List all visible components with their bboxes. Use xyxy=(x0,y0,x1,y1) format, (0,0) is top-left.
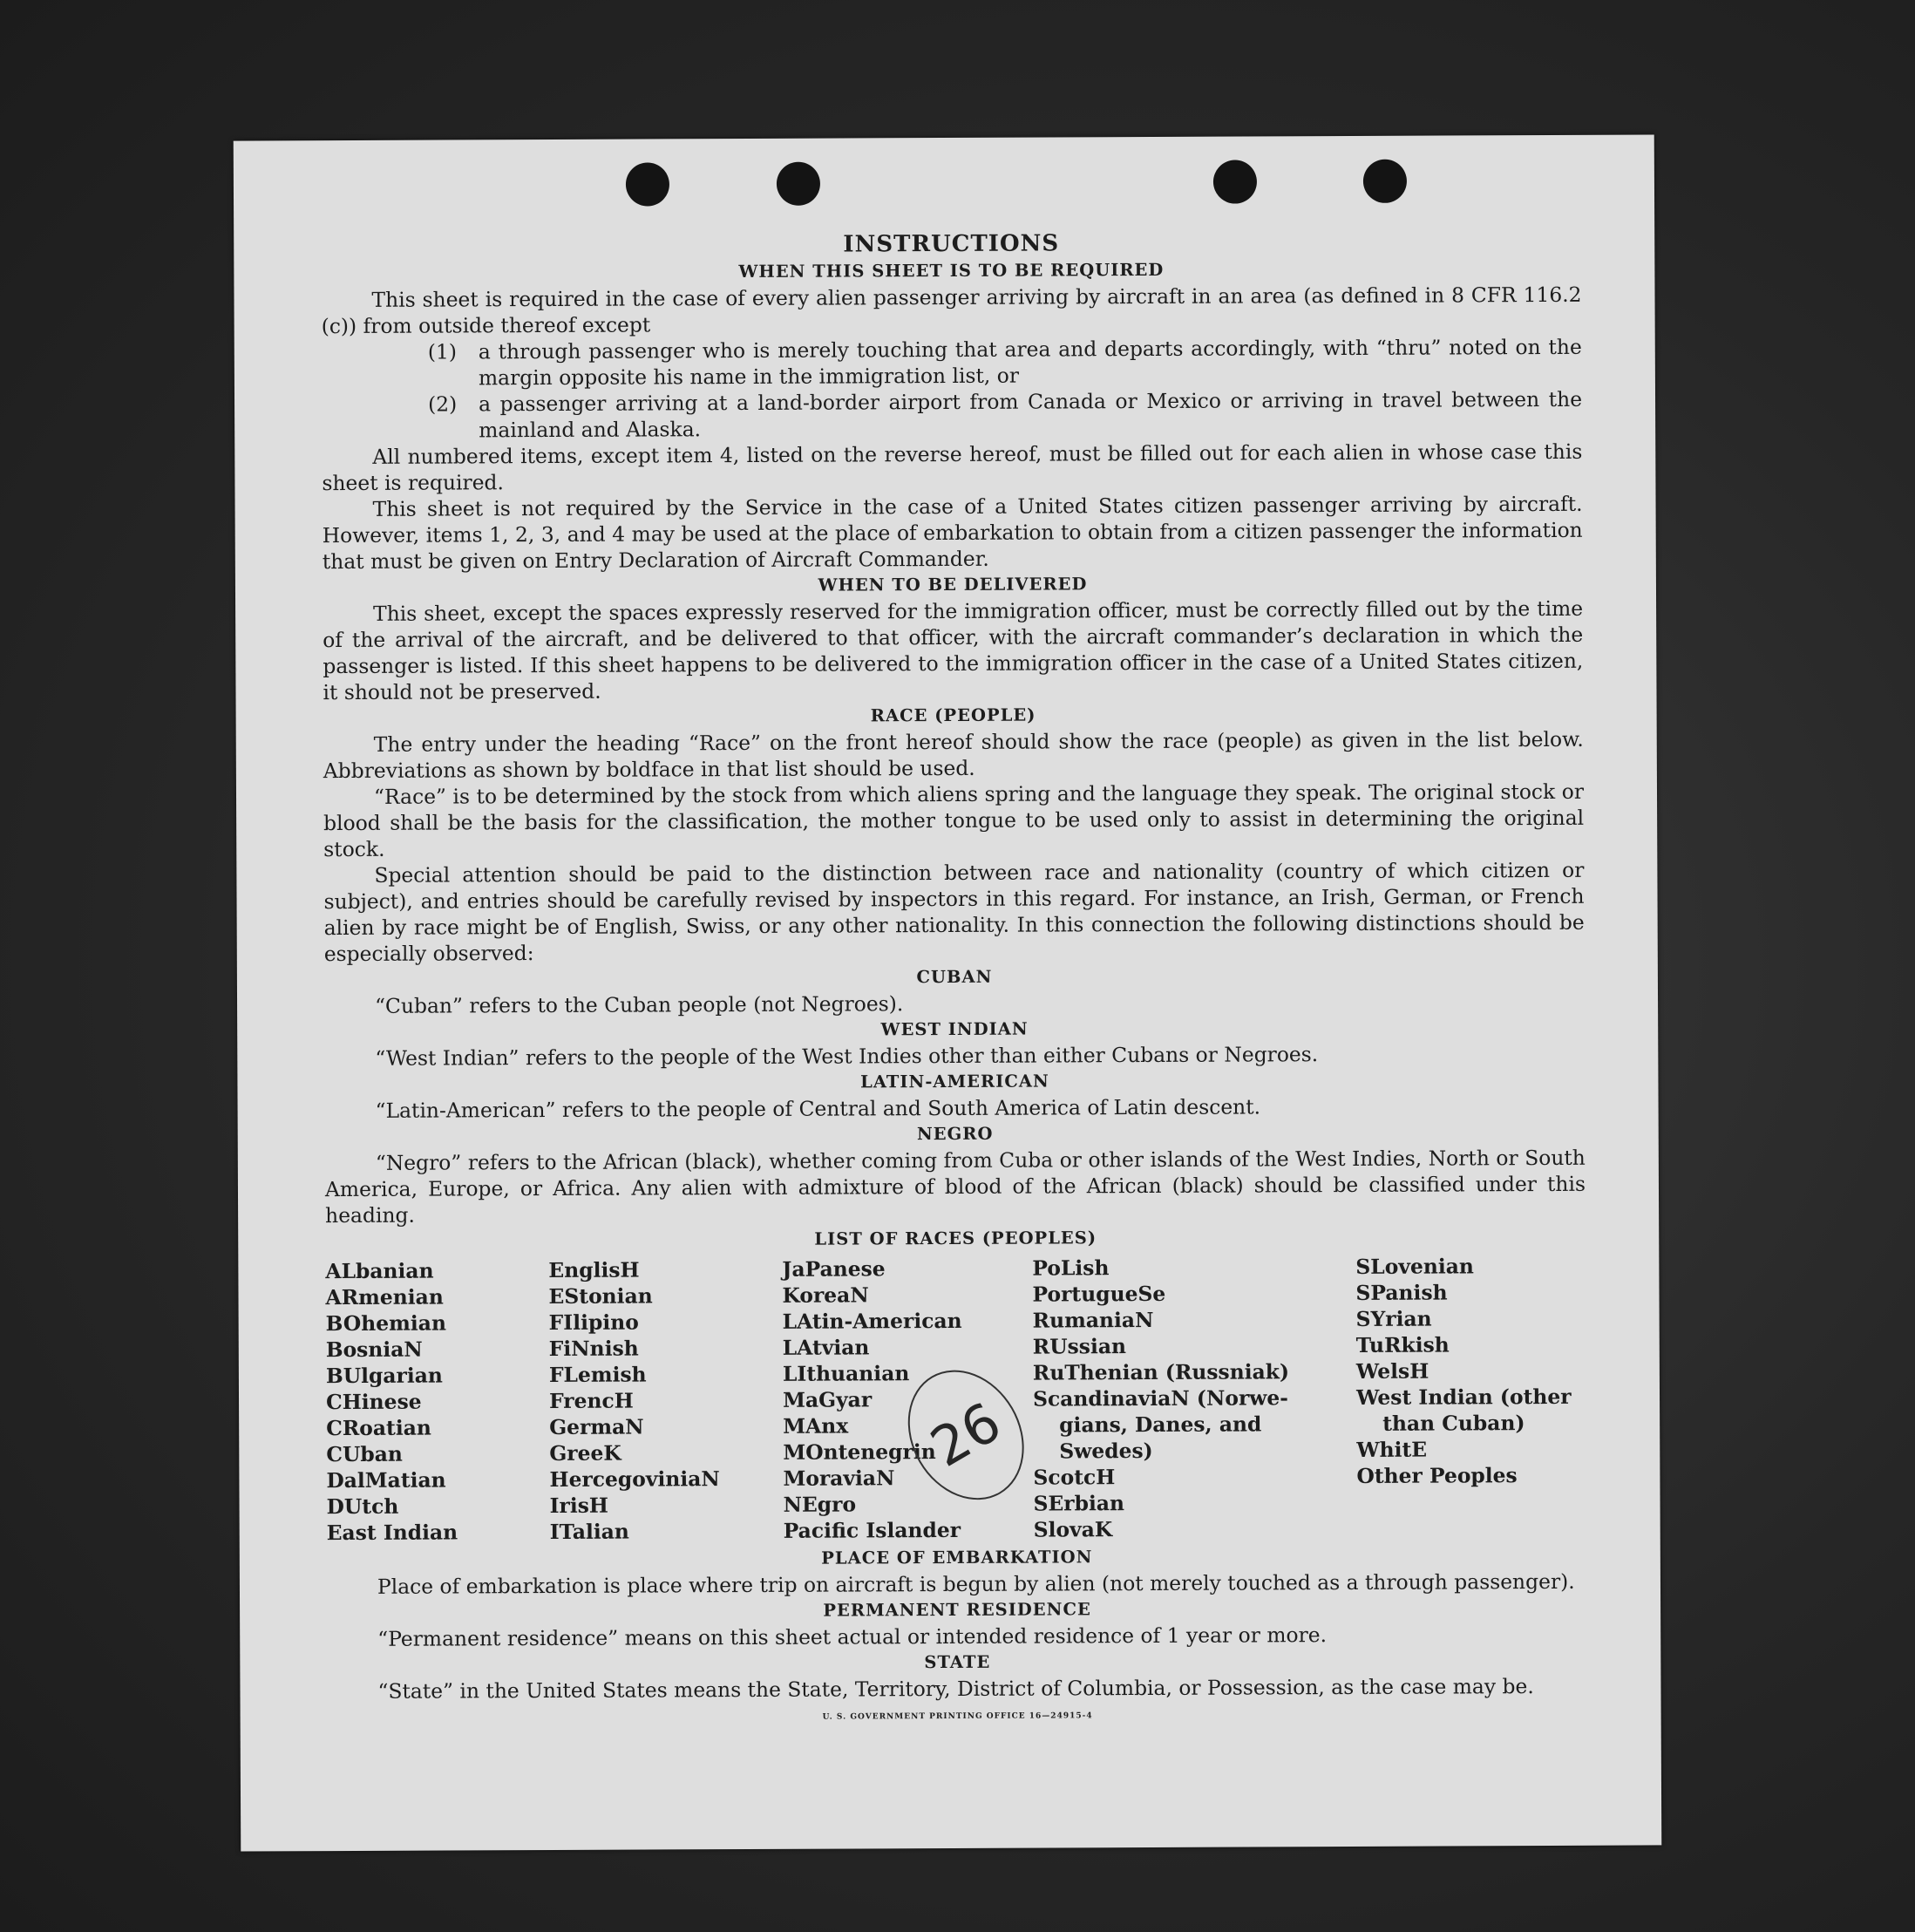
document-page xyxy=(234,134,1662,1851)
race-entry: West Indian (other xyxy=(1355,1384,1572,1410)
race-entry: LAtin-American xyxy=(782,1308,962,1334)
paragraph: “Latin-American” refers to the people of Central and South America of Latin descent. xyxy=(375,1094,1261,1123)
race-entry: SlovaK xyxy=(1033,1517,1113,1542)
race-entry: BosniaN xyxy=(325,1337,423,1363)
race-entry: FrencH xyxy=(548,1388,634,1413)
list-number: (2) xyxy=(427,391,458,417)
heading-when-delivered: WHEN TO BE DELIVERED xyxy=(818,574,1088,595)
race-entry: WelsH xyxy=(1355,1358,1429,1384)
race-entry: TuRkish xyxy=(1355,1332,1450,1357)
race-entry: GreeK xyxy=(549,1440,621,1466)
race-entry-continued: gians, Danes, and xyxy=(1059,1412,1262,1438)
paragraph: “West Indian” refers to the people of the West Indies other than either Cubans or Negroes. xyxy=(375,1042,1319,1071)
list-text: a through passenger who is merely touching that area and departs accordingly, with “thru” noted on the margin opposite his name in the immigration list, or xyxy=(478,334,1582,391)
paragraph: “Negro” refers to the African (black), whether coming from Cuba or other islands of the West Indies, North or South America, Europe, or Africa. Any alien with admixture of blood of the African (black) should be classified under this heading. xyxy=(324,1145,1586,1228)
race-entry: EnglisH xyxy=(548,1257,640,1282)
instructions-content xyxy=(321,228,1587,1725)
printer-imprint: U. S. GOVERNMENT PRINTING OFFICE 16—24915-4 xyxy=(822,1711,1093,1722)
paragraph: “Cuban” refers to the Cuban people (not Negroes). xyxy=(374,991,904,1018)
race-entry: MoraviaN xyxy=(783,1466,895,1491)
paragraph: All numbered items, except item 4, listed on the reverse hereof, must be filled out for each alien in whose case this sheet is required. xyxy=(322,439,1583,496)
race-entry: WhitE xyxy=(1356,1437,1428,1462)
race-entry: EStonian xyxy=(548,1283,653,1309)
race-entry: KoreaN xyxy=(782,1282,869,1308)
race-entry: East Indian xyxy=(326,1520,458,1546)
paragraph: This sheet, except the spaces expressly reserved for the immigration officer, must be correctly filled out by the time of the arrival of the aircraft, and be delivered to that officer, with the aircraft commander’s declaration in which the passenger is listed. If this sheet happens to be delivered to the immigration officer in the case of a United States citizen, it should not be preserved. xyxy=(323,595,1584,705)
heading-negro: NEGRO xyxy=(916,1123,994,1145)
list-number: (1) xyxy=(427,339,457,364)
races-column-2 xyxy=(548,1256,783,1545)
race-entry: CUban xyxy=(326,1441,403,1467)
race-entry: DalMatian xyxy=(326,1467,446,1493)
punch-hole-4 xyxy=(1363,160,1407,203)
race-entry: CRoatian xyxy=(326,1415,431,1441)
race-entry: GermaN xyxy=(549,1414,644,1439)
race-entry: MaGyar xyxy=(782,1387,873,1412)
race-entry: LIthuanian xyxy=(782,1361,910,1386)
paragraph: This sheet is required in the case of every alien passenger arriving by aircraft in an area (as defined in 8 CFR 116.2 (c)) from outside thereof except xyxy=(321,282,1582,339)
race-entry: FIlipino xyxy=(548,1310,639,1335)
race-entry: RumaniaN xyxy=(1032,1307,1154,1333)
heading-race: RACE (PEOPLE) xyxy=(870,704,1036,726)
race-entry: IrisH xyxy=(549,1493,609,1518)
race-entry: PortugueSe xyxy=(1032,1281,1166,1307)
race-entry: DUtch xyxy=(326,1493,399,1520)
races-column-5 xyxy=(1355,1253,1586,1541)
races-column-1 xyxy=(325,1257,549,1546)
race-entry: ALbanian xyxy=(325,1258,434,1284)
list-item xyxy=(428,334,1582,391)
list-item xyxy=(428,386,1582,444)
race-entry: SPanish xyxy=(1355,1280,1448,1305)
race-entry: ScandinaviaN (Norwe- xyxy=(1032,1385,1289,1412)
page-title: INSTRUCTIONS xyxy=(843,230,1060,258)
race-entry: MAnx xyxy=(783,1413,849,1439)
punch-hole-3 xyxy=(1213,160,1257,203)
race-entry: FiNnish xyxy=(548,1336,639,1361)
heading-list-of-races: LIST OF RACES (PEOPLES) xyxy=(814,1228,1097,1249)
race-entry: NEgro xyxy=(783,1492,857,1517)
race-entry: FLemish xyxy=(548,1362,647,1387)
paragraph: “Permanent residence” means on this sheet actual or intended residence of 1 year or more. xyxy=(377,1622,1328,1651)
race-entry: RUssian xyxy=(1032,1334,1127,1359)
race-entry: LAtvian xyxy=(782,1335,870,1360)
paragraph: “State” in the United States means the State, Territory, District of Columbia, or Possession, as the case may be. xyxy=(377,1674,1534,1704)
race-entry: CHinese xyxy=(325,1389,422,1415)
paragraph: Place of embarkation is place where trip on aircraft is begun by alien (not merely touched as a through passenger). xyxy=(377,1568,1575,1599)
race-entry: HercegoviniaN xyxy=(549,1466,720,1492)
race-entry: RuThenian (Russniak) xyxy=(1032,1359,1290,1385)
race-entry: Pacific Islander xyxy=(783,1517,961,1543)
heading-cuban: CUBAN xyxy=(916,966,993,988)
race-entry: SYrian xyxy=(1355,1306,1432,1331)
heading-place-of-embarkation: PLACE OF EMBARKATION xyxy=(821,1547,1093,1568)
paragraph: Special attention should be paid to the distinction between race and nationality (country of which citizen or subject), and entries should be carefully revised by inspectors in this regard. For instance, an Irish, German, or French alien by race might be of English, Swiss, or any other nationality. In this connection the following distinctions should be especially observed: xyxy=(323,857,1585,967)
list-text: a passenger arriving at a land-border airport from Canada or Mexico or arriving in travel between the mainland and Alaska. xyxy=(478,386,1583,443)
handwritten-circled-number: 26 xyxy=(885,1349,1047,1520)
heading-when-required: WHEN THIS SHEET IS TO BE REQUIRED xyxy=(738,259,1165,282)
race-entry: BOhemian xyxy=(325,1310,446,1337)
race-entry: ARmenian xyxy=(325,1284,444,1310)
race-entry: JaPanese xyxy=(782,1256,886,1282)
heading-state: STATE xyxy=(924,1651,991,1673)
punch-hole-1 xyxy=(626,162,669,206)
race-entry: PoLish xyxy=(1032,1255,1110,1281)
race-entry: SErbian xyxy=(1033,1491,1125,1516)
race-entry-continued: Swedes) xyxy=(1059,1438,1153,1464)
paragraph: This sheet is not required by the Service in the case of a United States citizen passenger arriving by aircraft. However, items 1, 2, 3, and 4 may be used at the place of embarkation to obtain from a citizen passenger the information that must be given on Entry Declaration of Aircraft Commander. xyxy=(322,491,1583,575)
race-entry: MOntenegrin xyxy=(783,1439,936,1465)
race-entry: ScotcH xyxy=(1033,1465,1116,1490)
heading-permanent-residence: PERMANENT RESIDENCE xyxy=(823,1599,1091,1621)
race-entry: BUlgarian xyxy=(325,1363,443,1389)
race-entry-continued: than Cuban) xyxy=(1382,1411,1525,1436)
heading-west-indian: WEST INDIAN xyxy=(880,1018,1029,1040)
paragraph: The entry under the heading “Race” on the front hereof should show the race (people) as given in the list below. Abbreviations as shown by boldface in that list should be used. xyxy=(323,726,1584,784)
race-entry: Other Peoples xyxy=(1356,1463,1518,1488)
paragraph: “Race” is to be determined by the stock from which aliens spring and the language they speak. The original stock or blood shall be the basis for the classification, the mother tongue to be used only to assist in determining the original stock. xyxy=(323,779,1585,862)
heading-latin-american: LATIN-AMERICAN xyxy=(860,1071,1049,1092)
race-entry: SLovenian xyxy=(1355,1254,1474,1279)
punch-hole-2 xyxy=(777,162,820,206)
races-column-4 xyxy=(1032,1254,1356,1543)
race-entry: ITalian xyxy=(549,1519,629,1544)
